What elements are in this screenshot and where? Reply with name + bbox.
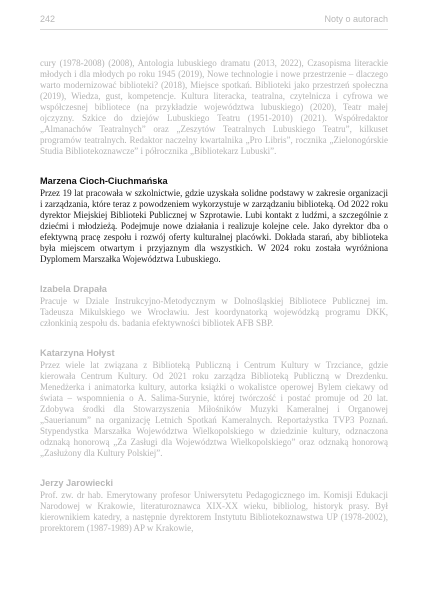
intro-fragment: cury (1978-2008) (2008), Antologia lubuskiego dramatu (2013, 2022), Czasopisma literackie młodych i dla młodych po roku 1945 (2019), Nowe technologie i nowe przestrzenie – dlaczego warto modernizować biblioteki? (2018), Miejsce spotkań. Biblioteki jako przestrzeń społeczna (2019), Wiedza, gust, kompetencje. Kultura literacka, teatralna, czytelnicza i cyfrowa we współczesnej bibliotece (na przykładzie województwa lubuskiego) (2020), Teatr małej ojczyzny. Szkice do dziejów Lubuskiego Teatru (1951-2010) (2021). Współredaktor „Almanachów Teatralnych” oraz „Zeszytów Teatralnych Lubuskiego Teatru”, kilkuset programów teatralnych. Redaktor naczelny kwartalnika „Pro Libris”, rocznika „Zielonogórskie Studia Bibliotekoznawcze” i półrocznika „Bibliotekarz Lubuski”. (40, 58, 388, 156)
page-header (40, 14, 388, 28)
page-number: 242 (40, 14, 56, 24)
bio-entry (40, 347, 388, 459)
focus-bio (40, 175, 388, 265)
bio-entry (40, 477, 388, 534)
bio-text: Pracuje w Dziale Instrukcyjno-Metodycznym w Dolnośląskiej Bibliotece Publicznej im. Tadeusza Mikulskiego we Wrocławiu. Jest koordynatorką wojewódzką programu DKK, członkinią zespołu ds. badania efektywności bibliotek AFB SBP. (40, 296, 388, 328)
bio-name: Katarzyna Hołyst (40, 348, 115, 358)
running-title: Noty o autorach (324, 14, 388, 24)
focus-bio-text: Przez 19 lat pracowała w szkolnictwie, gdzie uzyskała solidne podstawy w zakresie organizacji i zarządzania, które teraz z powodzeniem wykorzystuje w zarządzaniu biblioteką. Od 2022 roku dyrektor Miejskiej Biblioteki Publicznej w Szprotawie. Lubi kontakt z ludźmi, a szczególnie z dziećmi i młodzieżą. Podejmuje nowe działania i realizuje kolejne cele. Jako dyrektor dba o efektywną pracę zespołu i rozwój oferty kulturalnej placówki. Dokłada starań, aby biblioteka była miejscem otwartym i przyjaznym dla wszystkich. W 2024 roku została wyróżniona Dyplomem Marszałka Województwa Lubuskiego. (40, 188, 388, 264)
bio-name: Jerzy Jarowiecki (40, 478, 114, 488)
bio-text: Przez wiele lat związana z Biblioteką Publiczną i Centrum Kultury w Trzciance, gdzie kierowała Centrum Kultury. Od 2021 roku zarządza Biblioteką Publiczną w Drezdenku. Menedżerka i animatorka kultury, autorka książki o wokalistce operowej Bylem ciekawy od świata – wspomnienia o A. Salima-Surynie, której twórczość i postać promuje od 20 lat. Zdobywa środki dla Stowarzyszenia Miłośników Muzyki Kameralnej i Organowej „Sauerianum” na organizację Letnich Spotkań Kameralnych. Reportażystka TVP3 Poznań. Stypendystka Marszałka Województwa Wielkopolskiego w dziedzinie kultury, odznaczona odznaką honorową „Za Zasługi dla Województwa Wielkopolskiego” oraz odznaką honorową „Zasłużony dla Kultury Polskiej”. (40, 360, 388, 458)
bio-name: Izabela Drapała (40, 284, 107, 294)
bio-entry (40, 283, 388, 329)
focus-bio-name: Marzena Cioch-Ciuchmańska (40, 176, 168, 186)
header-rule (40, 29, 388, 30)
content (40, 58, 388, 534)
bio-text: Prof. zw. dr hab. Emerytowany profesor Uniwersytetu Pedagogicznego im. Komisji Edukacji Narodowej w Krakowie, literaturoznawca XIX-XX wieku, bibliolog, historyk prasy. Był kierownikiem katedry, a następnie dyrektorem Instytutu Bibliotekoznawstwa UP (1978-2002), prorektorem (1987-1989) AP w Krakowie, (40, 490, 388, 533)
